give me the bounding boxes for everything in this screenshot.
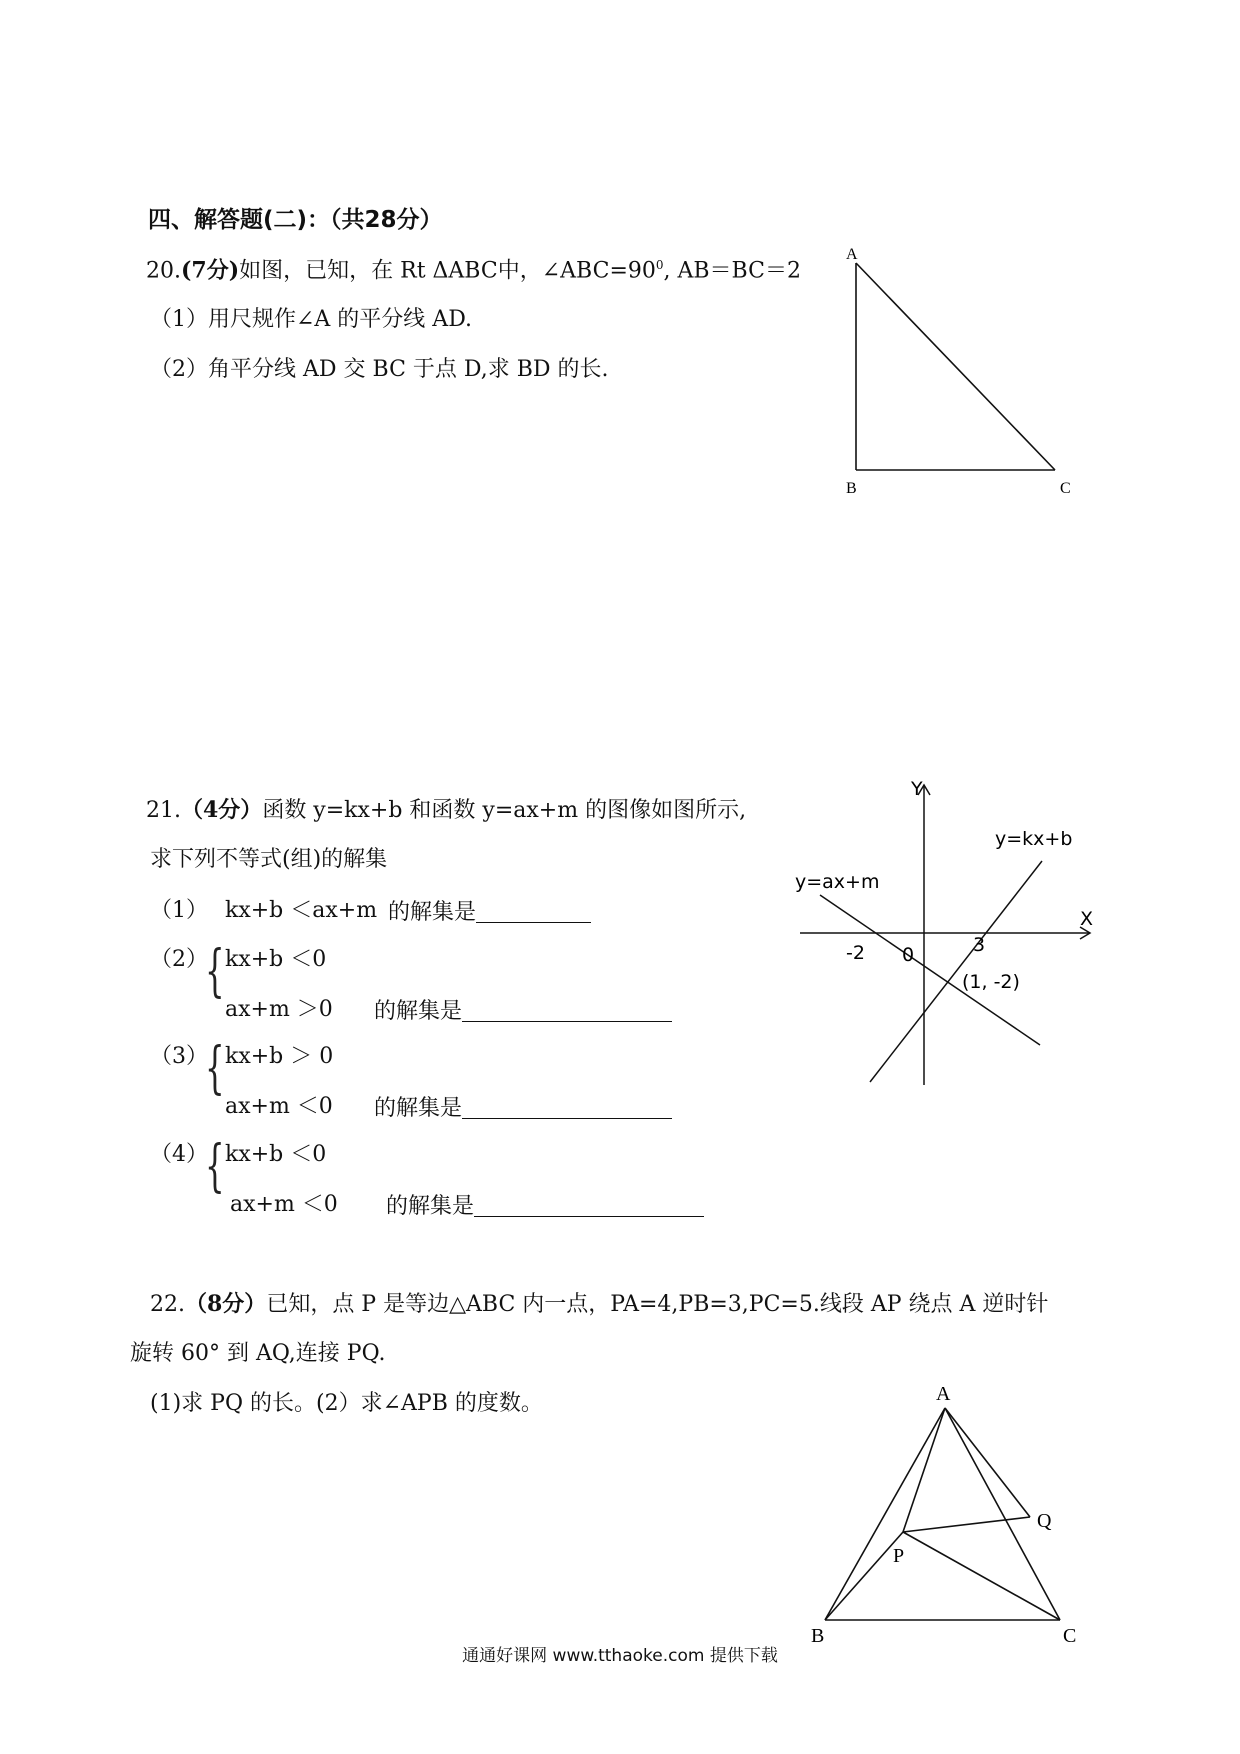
q21-line-kx-b-label: y=kx+b	[995, 828, 1073, 850]
q20-triangle-figure	[840, 245, 1090, 505]
q21-part2-brace: {	[205, 939, 225, 1004]
q22-label-b: B	[811, 1625, 825, 1647]
q20-degree-sup: 0	[655, 258, 664, 272]
q20-text: 如图，已知，在 Rt ΔABC中，∠ABC=90	[239, 258, 656, 284]
q21-part1-expr: kx+b ＜ax+m	[225, 898, 378, 923]
q21-part2-answer	[374, 999, 672, 1023]
q21-part1-number: （1）	[150, 898, 208, 923]
q22-label-a: A	[936, 1383, 951, 1405]
q21-part3-brace: {	[205, 1036, 225, 1101]
q21-part2-blank[interactable]	[462, 999, 672, 1022]
q22-statement	[150, 1293, 1048, 1316]
q21-y-axis-label: Y	[911, 778, 923, 800]
q21-part3-ineq2: ax+m ＜0	[225, 1094, 333, 1119]
q21-intersection-label: (1, -2)	[962, 971, 1020, 993]
q21-part1-blank[interactable]	[476, 900, 591, 923]
q20-statement	[146, 259, 801, 282]
q21-part4-answer	[386, 1194, 704, 1218]
q20-part2: （2）角平分线 AD 交 BC 于点 D,求 BD 的长.	[150, 357, 609, 382]
q21-part4-blank[interactable]	[474, 1194, 704, 1217]
q22-label-p: P	[893, 1545, 905, 1567]
q21-tick-neg2: -2	[846, 942, 865, 964]
q21-part4-ineq1: kx+b ＜0	[225, 1142, 327, 1167]
q21-statement	[146, 799, 746, 822]
q22-label-q: Q	[1037, 1510, 1052, 1532]
q22-triangle-figure	[795, 1378, 1115, 1648]
q22-score: （8分）	[185, 1291, 267, 1317]
q21-line-ax-m-label: y=ax+m	[795, 871, 880, 893]
q21-x-axis-label: X	[1080, 908, 1094, 930]
q20-text-2: , AB＝BC＝2	[663, 258, 801, 284]
q21-function-graph	[790, 775, 1120, 1095]
q20-part1: （1）用尺规作∠A 的平分线 AD.	[150, 307, 473, 332]
q22-line2: 旋转 60° 到 AQ,连接 PQ.	[130, 1341, 386, 1366]
section-title: 四、解答题(二)：（共28分）	[148, 207, 443, 233]
q21-part2-ineq1: kx+b ＜0	[225, 947, 327, 972]
q20-score: (7分)	[181, 257, 240, 284]
q21-part3-number: （3）	[150, 1044, 208, 1069]
q21-part4-number: （4）	[150, 1142, 208, 1167]
q21-part2-number: （2）	[150, 947, 208, 972]
q20-number: 20.	[146, 258, 181, 284]
q21-part1-answer-label: 的解集是	[388, 900, 477, 925]
q22-number: 22.	[150, 1292, 185, 1317]
q21-part2-answer-label: 的解集是	[374, 999, 463, 1024]
q21-part4-brace: {	[205, 1134, 225, 1199]
page-footer: 通通好课网 www.tthaoke.com 提供下载	[462, 1646, 778, 1666]
q21-part4-answer-label: 的解集是	[386, 1194, 475, 1219]
q20-label-b: B	[846, 480, 857, 497]
q21-text: 函数 y=kx+b 和函数 y=ax+m 的图像如图所示,	[262, 798, 747, 823]
q21-number: 21.	[146, 798, 181, 823]
q21-part3-blank[interactable]	[462, 1096, 672, 1119]
q21-origin-label: 0	[902, 944, 915, 966]
q21-part3-answer	[374, 1096, 672, 1120]
q21-tick-3: 3	[973, 934, 986, 956]
q22-line3: (1)求 PQ 的长。(2）求∠APB 的度数。	[150, 1391, 543, 1416]
q21-part1-answer	[388, 900, 591, 924]
q22-text: 已知，点 P 是等边△ABC 内一点，PA=4,PB=3,PC=5.线段 AP 绕点 A 逆时针	[266, 1292, 1049, 1317]
q21-score: （4分）	[181, 797, 263, 823]
q22-label-c: C	[1063, 1625, 1077, 1647]
q21-part4-ineq2: ax+m ＜0	[230, 1192, 338, 1217]
q20-label-c: C	[1060, 480, 1071, 497]
q20-label-a: A	[846, 246, 858, 263]
q21-part3-answer-label: 的解集是	[374, 1096, 463, 1121]
q21-part2-ineq2: ax+m ＞0	[225, 997, 333, 1022]
q21-line2: 求下列不等式(组)的解集	[150, 847, 388, 872]
q21-part3-ineq1: kx+b ＞ 0	[225, 1044, 334, 1069]
